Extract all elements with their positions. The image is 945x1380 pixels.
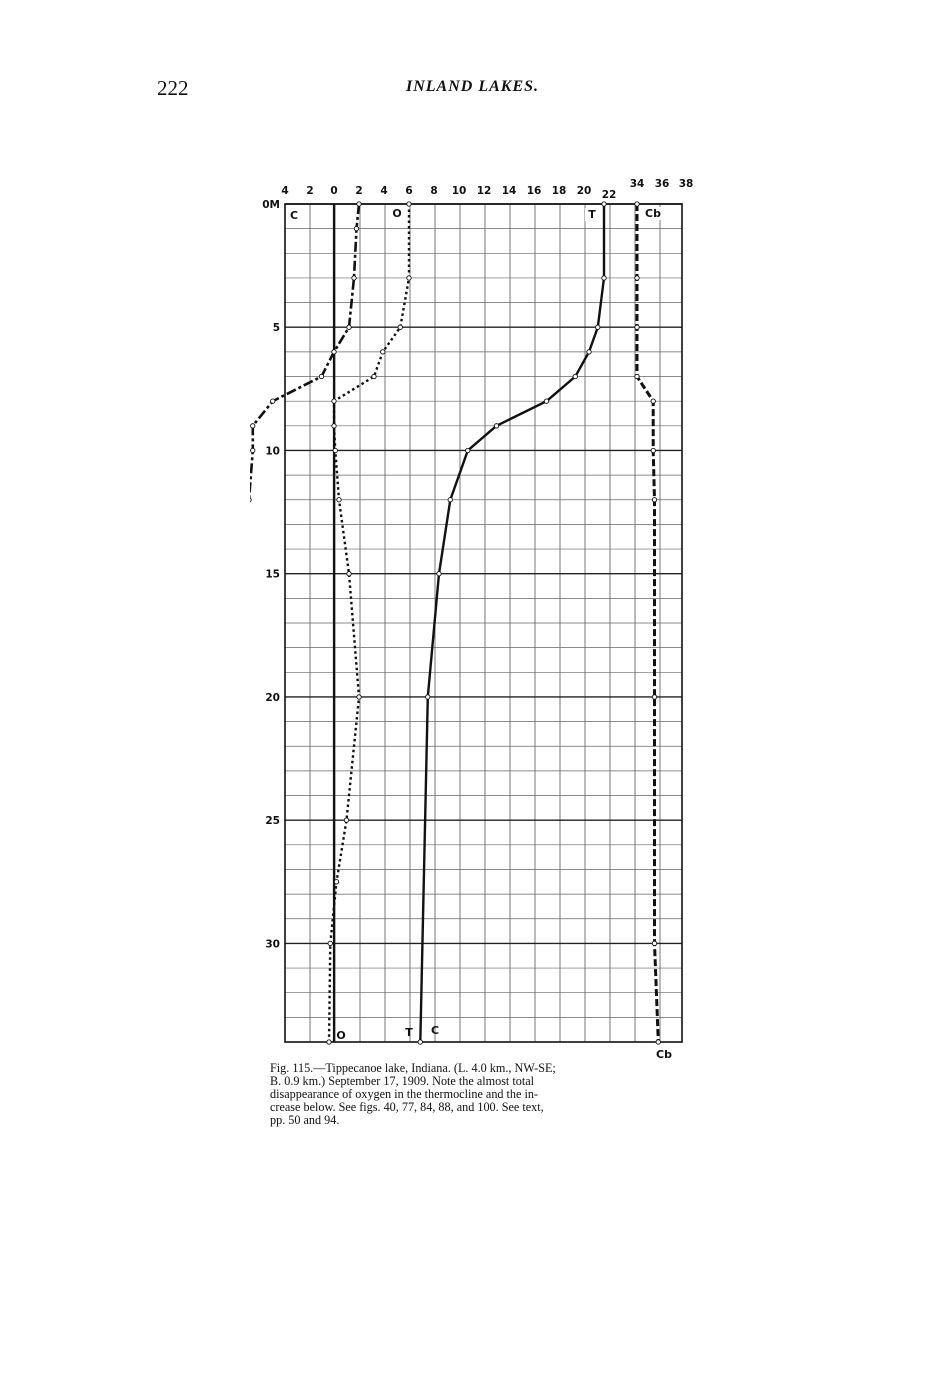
data-point-c: [251, 448, 255, 452]
data-point-t: [544, 399, 548, 403]
series-label-t: T: [588, 208, 596, 221]
x-tick-label: 12: [476, 185, 492, 197]
data-point-o: [332, 424, 336, 428]
data-point-o: [347, 572, 351, 576]
data-point-o: [328, 941, 332, 945]
data-point-cb: [635, 374, 639, 378]
chart-grid: [285, 204, 682, 1042]
caption-line: B. 0.9 km.) September 17, 1909. Note the almost total: [270, 1074, 535, 1088]
data-point-c: [319, 374, 323, 378]
caption-line: pp. 50 and 94.: [270, 1113, 340, 1127]
data-point-c: [250, 498, 251, 502]
caption-line: crease below. See figs. 40, 77, 84, 88, and 100. See text,: [270, 1100, 544, 1114]
y-tick-label: 20: [265, 691, 280, 704]
data-point-c: [347, 325, 351, 329]
series-label-cb: Cb: [645, 207, 661, 220]
x-tick-label: 38: [678, 178, 694, 190]
x-tick-label: 36: [654, 178, 670, 190]
chart-ticks: [262, 178, 693, 950]
x-tick-label: 34: [629, 178, 645, 190]
data-point-o: [344, 818, 348, 822]
y-tick-label: 5: [272, 322, 280, 335]
y-tick-label: 15: [265, 568, 280, 581]
x-tick-label: 4: [281, 185, 289, 197]
data-point-cb: [652, 941, 656, 945]
data-point-cb: [651, 448, 655, 452]
data-point-t: [602, 202, 606, 206]
data-point-c: [354, 226, 358, 230]
data-point-t: [426, 695, 430, 699]
data-point-cb: [656, 1040, 660, 1044]
data-point-t: [587, 350, 591, 354]
series-label-o: O: [392, 207, 402, 220]
x-tick-label: 2: [306, 185, 314, 197]
data-point-o: [327, 1040, 331, 1044]
figure-caption: [270, 1062, 686, 1127]
x-tick-label: 0: [330, 185, 338, 197]
data-point-o: [357, 695, 361, 699]
data-point-c: [357, 202, 361, 206]
series-label-c: C: [289, 209, 299, 222]
x-tick-label: 14: [501, 185, 517, 197]
data-point-cb: [651, 399, 655, 403]
data-point-cb: [652, 498, 656, 502]
data-point-cb: [635, 325, 639, 329]
x-tick-label: 4: [380, 185, 388, 197]
x-tick-label: 18: [551, 185, 567, 197]
data-point-t: [437, 572, 441, 576]
data-point-t: [573, 374, 577, 378]
x-tick-label: 16: [526, 185, 542, 197]
page-number: 222: [157, 76, 189, 100]
x-tick-label: 2: [355, 185, 363, 197]
data-point-o: [407, 276, 411, 280]
series-label-t: T: [405, 1026, 413, 1039]
y-tick-label: 0M: [262, 199, 280, 211]
data-point-c: [251, 424, 255, 428]
data-point-o: [334, 880, 338, 884]
x-tick-label: 20: [576, 185, 592, 197]
data-point-t: [602, 276, 606, 280]
chart-series-labels: [287, 207, 672, 1060]
data-point-c: [332, 350, 336, 354]
data-point-c: [352, 276, 356, 280]
x-tick-label: 8: [430, 185, 438, 197]
data-point-cb: [635, 276, 639, 280]
data-point-t: [418, 1040, 422, 1044]
data-point-o: [337, 498, 341, 502]
y-tick-label: 30: [265, 938, 280, 951]
data-point-o: [407, 202, 411, 206]
y-tick-label: 10: [265, 445, 280, 458]
x-tick-label: 6: [405, 185, 413, 197]
x-tick-label: 22: [601, 189, 617, 201]
data-point-o: [372, 374, 376, 378]
series-label-cb: Cb: [656, 1048, 672, 1060]
caption-line: Fig. 115.—Tippecanoe lake, Indiana. (L. 4.0 km., NW-SE;: [270, 1061, 556, 1075]
data-point-cb: [652, 695, 656, 699]
data-point-t: [448, 498, 452, 502]
data-point-t: [494, 424, 498, 428]
series-label-o: O: [336, 1029, 346, 1042]
data-point-cb: [635, 202, 639, 206]
y-tick-label: 25: [265, 815, 280, 828]
data-point-o: [381, 350, 385, 354]
running-head: INLAND LAKES.: [405, 78, 540, 95]
data-point-t: [596, 325, 600, 329]
data-point-t: [466, 448, 470, 452]
data-point-o: [332, 399, 336, 403]
series-label-c: C: [430, 1024, 440, 1037]
caption-line: disappearance of oxygen in the thermocline and the in-: [270, 1087, 539, 1101]
data-point-o: [333, 448, 337, 452]
data-point-o: [398, 325, 402, 329]
depth-profile-chart: [250, 170, 700, 1060]
x-tick-label: 10: [451, 185, 467, 197]
data-point-c: [271, 399, 275, 403]
